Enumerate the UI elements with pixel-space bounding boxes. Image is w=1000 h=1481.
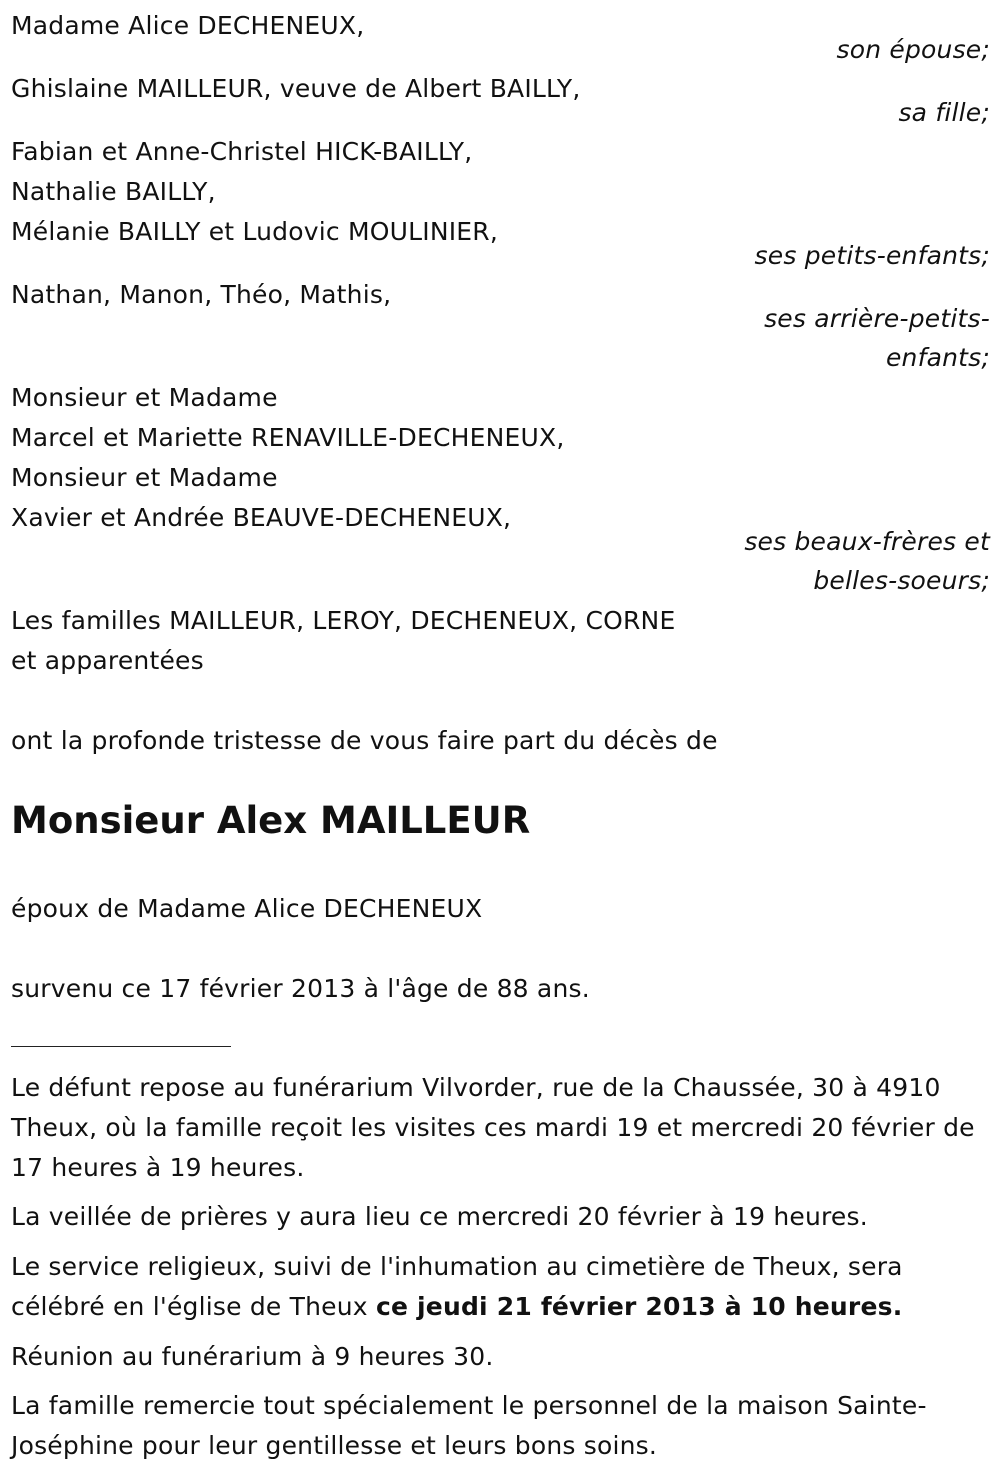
relation-spouse: son épouse; bbox=[836, 35, 990, 64]
family-line-inlaw-1: Monsieur et Madame bbox=[11, 383, 278, 412]
family-line-grandchild-2: Nathalie BAILLY, bbox=[11, 177, 216, 206]
deceased-spouse-line: époux de Madame Alice DECHENEUX bbox=[11, 894, 483, 923]
family-line-spouse: Madame Alice DECHENEUX, bbox=[11, 11, 365, 40]
relation-inlaws-2: belles-soeurs; bbox=[813, 566, 990, 595]
relation-great-grandchildren-1: ses arrière-petits- bbox=[764, 304, 990, 333]
relation-grandchildren: ses petits-enfants; bbox=[754, 241, 990, 270]
detail-vigil: La veillée de prières y aura lieu ce mercredi 20 février à 19 heures. bbox=[11, 1202, 868, 1231]
family-line-daughter: Ghislaine MAILLEUR, veuve de Albert BAILLY, bbox=[11, 74, 581, 103]
detail-service bbox=[11, 1247, 991, 1327]
family-line-families: Les familles MAILLEUR, LEROY, DECHENEUX, CORNE bbox=[11, 606, 676, 635]
family-line-inlaw-3: Monsieur et Madame bbox=[11, 463, 278, 492]
family-line-grandchild-1: Fabian et Anne-Christel HICK-BAILLY, bbox=[11, 137, 473, 166]
detail-funerarium: Le défunt repose au funérarium Vilvorder, rue de la Chaussée, 30 à 4910 Theux, où la famille reçoit les visites ces mardi 19 et mercredi 20 février de 17 heures à 19 heures. bbox=[11, 1073, 975, 1182]
detail-meeting: Réunion au funérarium à 9 heures 30. bbox=[11, 1342, 494, 1371]
relation-great-grandchildren-2: enfants; bbox=[885, 343, 990, 372]
deceased-name: Monsieur Alex MAILLEUR bbox=[11, 799, 531, 842]
family-line-grandchild-3: Mélanie BAILLY et Ludovic MOULINIER, bbox=[11, 217, 499, 246]
relation-inlaws-1: ses beaux-frères et bbox=[744, 527, 990, 556]
detail-service-text: Le service religieux, suivi de l'inhumation au cimetière de Theux, sera célébré en l'église de Theux bbox=[11, 1252, 903, 1321]
family-line-inlaw-2: Marcel et Mariette RENAVILLE-DECHENEUX, bbox=[11, 423, 565, 452]
relation-daughter: sa fille; bbox=[898, 98, 990, 127]
separator-line bbox=[11, 1046, 231, 1047]
family-line-related: et apparentées bbox=[11, 646, 204, 675]
family-line-great-grandchildren: Nathan, Manon, Théo, Mathis, bbox=[11, 280, 392, 309]
detail-service-date: ce jeudi 21 février 2013 à 10 heures. bbox=[375, 1292, 903, 1321]
death-date-line: survenu ce 17 février 2013 à l'âge de 88 ans. bbox=[11, 974, 590, 1003]
announcement-intro: ont la profonde tristesse de vous faire part du décès de bbox=[11, 726, 718, 755]
family-line-inlaw-4: Xavier et Andrée BEAUVE-DECHENEUX, bbox=[11, 503, 512, 532]
detail-thanks: La famille remercie tout spécialement le personnel de la maison Sainte-Joséphine pour leur gentillesse et leurs bons soins. bbox=[11, 1391, 927, 1460]
